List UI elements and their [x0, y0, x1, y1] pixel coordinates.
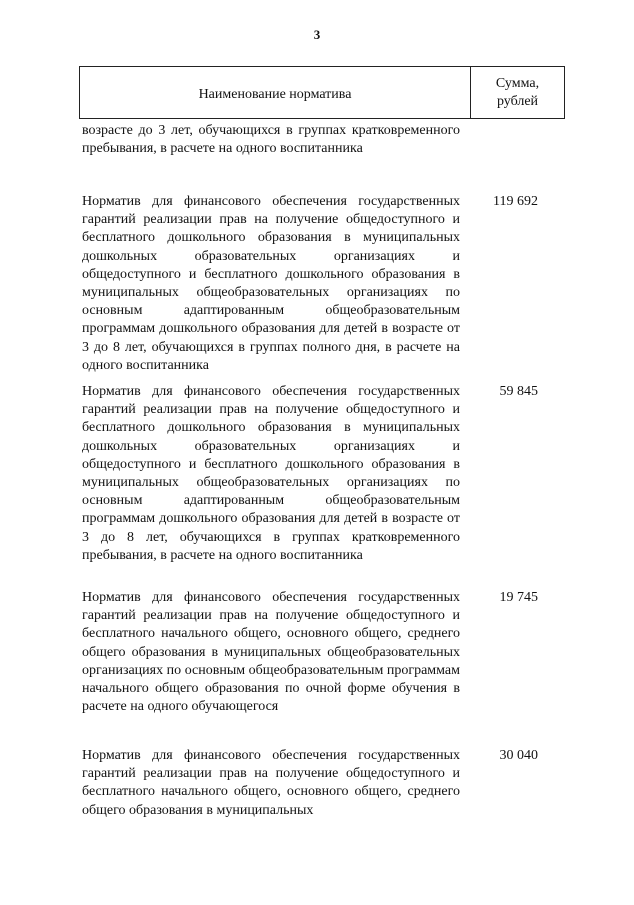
column-header-sum: Сумма, рублей: [495, 75, 540, 109]
continuation-text: возрасте до 3 лет, обучающихся в группах кратковременного пребывания, в расчете на одного воспитанника: [82, 123, 460, 157]
page-number: 3: [313, 27, 321, 42]
norm-sum: 59 845: [499, 384, 538, 399]
norm-text: Норматив для финансового обеспечения государственных гарантий реализации прав на получение общедоступного и бесплатного начального общего, основного общего, среднего общего образования в муниципальных общеобразовательных организациях по основным общеобразовательным программам начального общего образования по очной форме обучения в расчете на одного обучающегося: [82, 590, 460, 715]
norm-text: Норматив для финансового обеспечения государственных гарантий реализации прав на получение общедоступного и бесплатного дошкольного образования в муниципальных дошкольных образовательных организациях и общедоступного и бесплатного дошкольного образования в муниципальных общеобразовательных организациях по основным адаптированным общеобразовательным программам дошкольного образования для детей в возрасте от 3 до 8 лет, обучающихся в группах кратковременного пребывания, в расчете на одного воспитанника: [82, 384, 460, 563]
column-header-name: Наименование норматива: [80, 67, 471, 118]
norm-text: Норматив для финансового обеспечения государственных гарантий реализации прав на получение общедоступного и бесплатного начального общего, основного общего, среднего общего образования в муниципальных: [82, 748, 460, 818]
norm-sum: 119 692: [493, 194, 538, 209]
norm-text: Норматив для финансового обеспечения государственных гарантий реализации прав на получение общедоступного и бесплатного дошкольного образования в муниципальных дошкольных образовательных организациях и общедоступного и бесплатного дошкольного образования в муниципальных общеобразовательных организациях по основным адаптированным общеобразовательным программам дошкольного образования для детей в возрасте от 3 до 8 лет, обучающихся в группах полного дня, в расчете на одного воспитанника: [82, 194, 460, 373]
norm-sum: 19 745: [499, 590, 538, 605]
norm-sum: 30 040: [499, 748, 538, 763]
table-header: [79, 66, 565, 119]
